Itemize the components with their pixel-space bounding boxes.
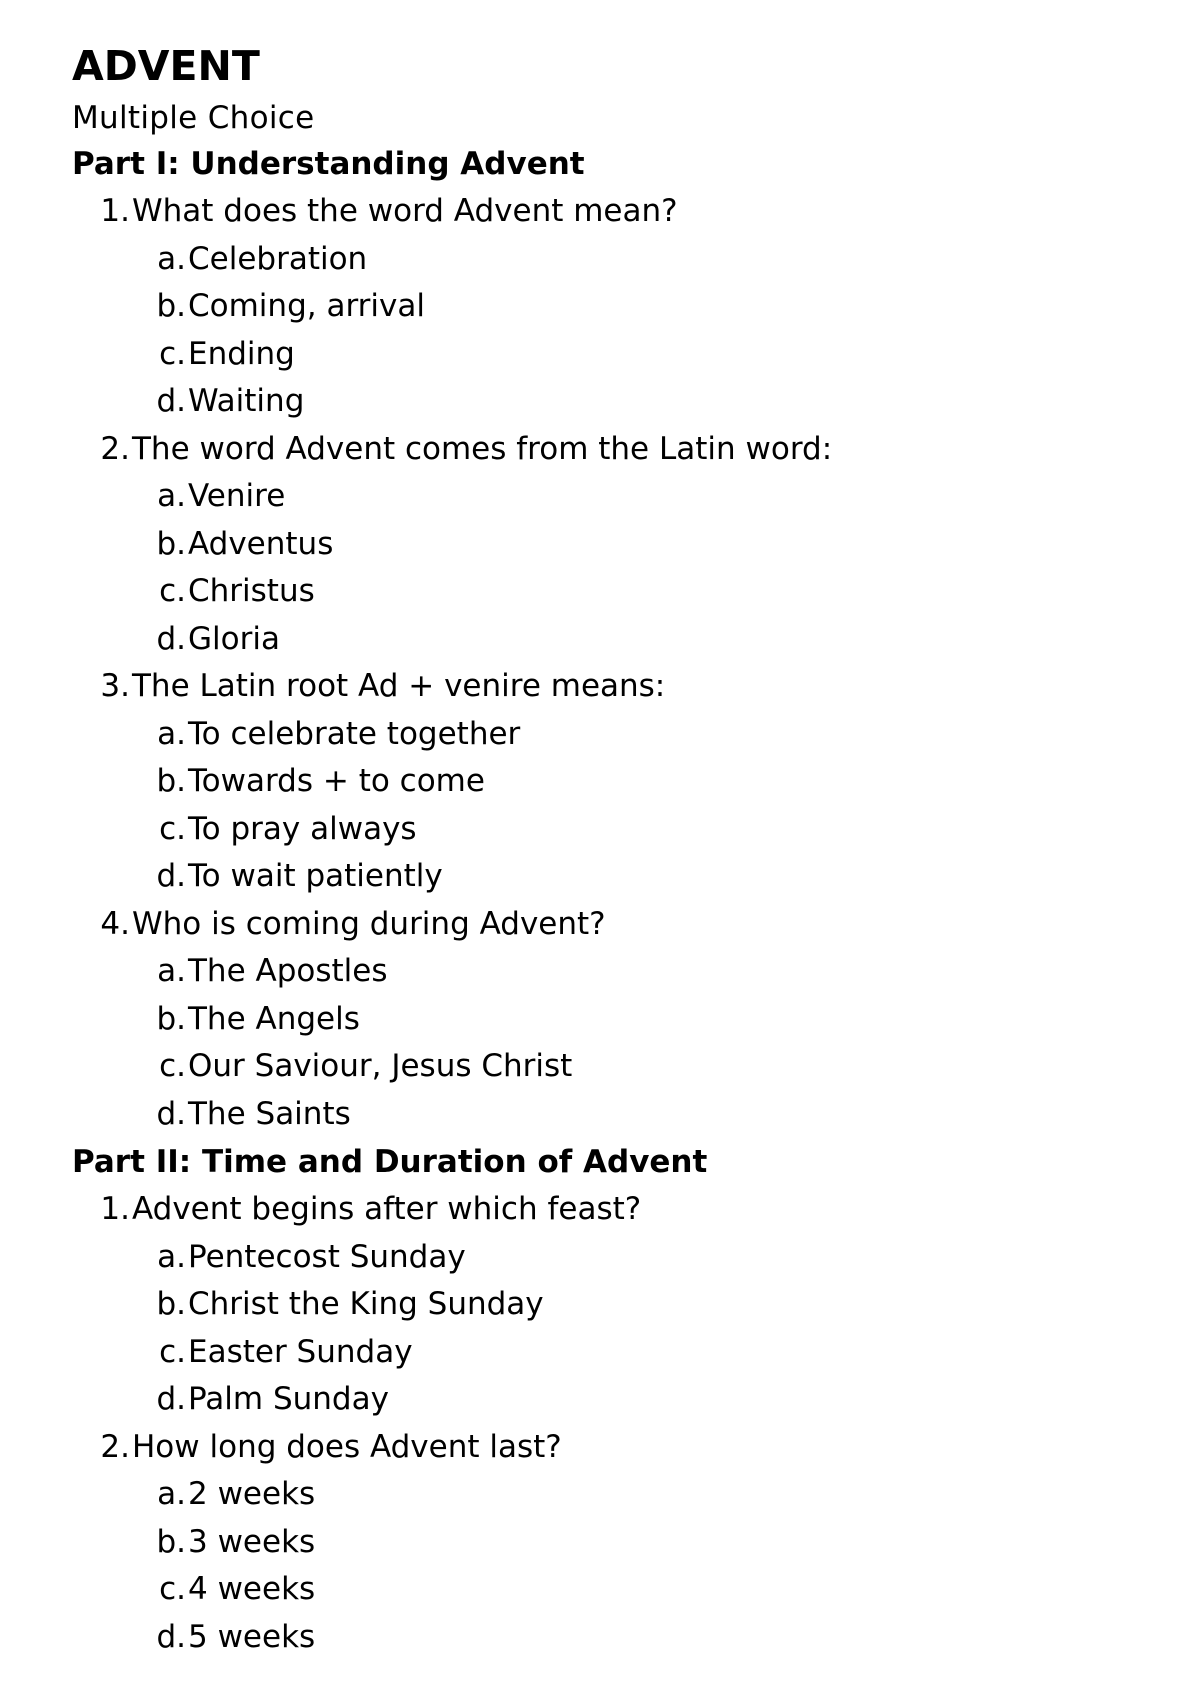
option-text: Adventus (188, 525, 334, 562)
question (72, 663, 1152, 711)
question (72, 426, 1152, 474)
option-letter: a. (157, 478, 186, 514)
option-text: Easter Sunday (188, 1333, 413, 1370)
worksheet (72, 36, 1152, 1661)
option-letter: a. (157, 240, 186, 277)
option-text: 5 weeks (188, 1618, 316, 1655)
option-letter: c. (159, 1048, 186, 1084)
option-letter: b. (156, 1286, 186, 1322)
answer-option (72, 711, 1152, 759)
question (72, 901, 1152, 949)
answer-option (72, 948, 1152, 996)
answer-option (72, 1329, 1152, 1377)
page-subtitle: Multiple Choice (72, 100, 315, 136)
option-letter: b. (156, 1000, 186, 1037)
option-text: 4 weeks (188, 1571, 316, 1607)
option-letter: d. (156, 1095, 186, 1132)
option-text: The Saints (188, 1095, 351, 1132)
option-text: Pentecost Sunday (188, 1238, 466, 1275)
answer-option (72, 1234, 1152, 1282)
question-text: The word Advent comes from the Latin word: (132, 430, 833, 467)
option-letter: c. (159, 810, 186, 847)
option-letter: b. (156, 1523, 186, 1560)
option-letter: d. (156, 1381, 186, 1417)
option-text: 3 weeks (188, 1523, 316, 1560)
option-letter: d. (156, 858, 186, 894)
question-number: 4. (100, 905, 130, 942)
question-number: 2. (100, 430, 130, 467)
question-number: 1. (100, 1191, 130, 1227)
option-letter: d. (156, 1618, 186, 1655)
answer-option (72, 283, 1152, 331)
answer-option (72, 1043, 1152, 1091)
option-text: Waiting (188, 383, 305, 419)
answer-option (72, 616, 1152, 664)
option-text: To celebrate together (188, 715, 521, 752)
option-text: The Apostles (188, 953, 388, 989)
option-letter: c. (159, 573, 186, 609)
question-number: 3. (100, 668, 130, 704)
option-text: Palm Sunday (188, 1381, 389, 1417)
answer-option (72, 1614, 1152, 1662)
part-heading: Part I: Understanding Advent (72, 146, 585, 182)
answer-option (72, 236, 1152, 284)
option-letter: a. (157, 715, 186, 752)
option-text: To pray always (188, 810, 417, 847)
option-text: Our Saviour, Jesus Christ (188, 1048, 573, 1084)
option-letter: b. (156, 525, 186, 562)
part-heading: Part II: Time and Duration of Advent (72, 1144, 708, 1180)
question (72, 1424, 1152, 1472)
option-letter: a. (157, 953, 186, 989)
answer-option (72, 1471, 1152, 1519)
option-text: The Angels (188, 1000, 360, 1037)
option-letter: a. (157, 1238, 186, 1275)
answer-option (72, 521, 1152, 569)
answer-option (72, 1091, 1152, 1139)
option-letter: b. (156, 288, 186, 324)
option-text: Gloria (188, 620, 280, 657)
option-letter: d. (156, 383, 186, 419)
option-letter: c. (159, 1571, 186, 1607)
page-title: ADVENT (72, 42, 260, 90)
answer-option (72, 1281, 1152, 1329)
option-text: Christus (188, 573, 315, 609)
answer-option (72, 473, 1152, 521)
answer-option (72, 806, 1152, 854)
question (72, 1186, 1152, 1234)
option-text: To wait patiently (188, 858, 443, 894)
option-text: Coming, arrival (188, 288, 425, 324)
option-text: Christ the King Sunday (188, 1286, 544, 1322)
answer-option (72, 758, 1152, 806)
answer-option (72, 568, 1152, 616)
option-letter: d. (156, 620, 186, 657)
option-text: Celebration (188, 240, 368, 277)
answer-option (72, 1566, 1152, 1614)
option-letter: b. (156, 763, 186, 799)
answer-option (72, 331, 1152, 379)
question-text: Advent begins after which feast? (132, 1191, 642, 1227)
option-letter: c. (159, 1333, 186, 1370)
question-text: The Latin root Ad + venire means: (132, 668, 666, 704)
question-text: Who is coming during Advent? (132, 905, 606, 942)
option-text: 2 weeks (188, 1476, 316, 1512)
question (72, 188, 1152, 236)
answer-option (72, 996, 1152, 1044)
option-text: Ending (188, 335, 295, 372)
question-text: How long does Advent last? (132, 1428, 562, 1465)
question-number: 1. (100, 193, 130, 229)
answer-option (72, 378, 1152, 426)
answer-option (72, 853, 1152, 901)
answer-option (72, 1376, 1152, 1424)
option-letter: c. (159, 335, 186, 372)
question-text: What does the word Advent mean? (132, 193, 678, 229)
question-number: 2. (100, 1428, 130, 1465)
option-letter: a. (157, 1476, 186, 1512)
option-text: Venire (188, 478, 286, 514)
answer-option (72, 1519, 1152, 1567)
option-text: Towards + to come (188, 763, 485, 799)
